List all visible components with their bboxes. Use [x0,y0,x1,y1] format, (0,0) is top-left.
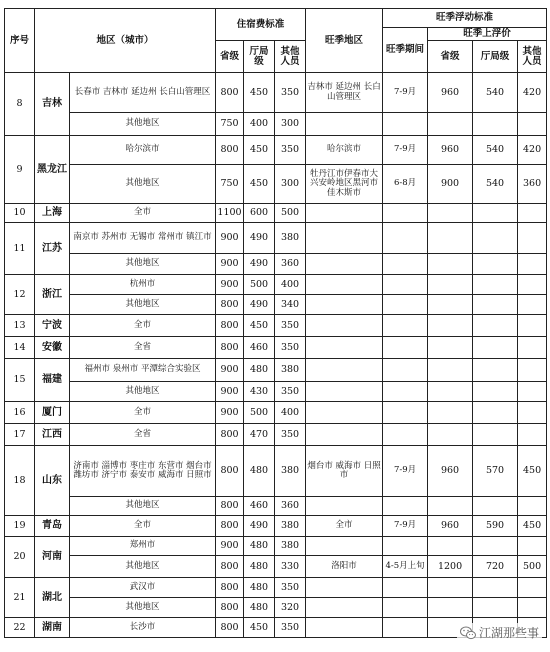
peak-bureau-rate [473,275,518,295]
city-cell: 郑州市 [70,537,216,556]
header-peak-up-price: 旺季上浮价 [428,28,547,41]
peak-provincial-rate [428,497,473,516]
peak-region-cell [306,598,383,618]
provincial-rate: 800 [216,337,244,359]
provincial-rate: 900 [216,275,244,295]
peak-period-cell [383,337,428,359]
province-cell: 浙江 [35,275,70,315]
peak-region-cell: 洛阳市 [306,556,383,578]
city-cell: 济南市 淄博市 枣庄市 东营市 烟台市 潍坊市 济宁市 泰安市 威海市 日照市 [70,446,216,497]
table-row [5,113,547,136]
city-cell: 杭州市 [70,275,216,295]
bureau-rate: 450 [244,136,275,165]
peak-period-cell [383,359,428,382]
row-number: 22 [5,618,35,638]
row-number: 14 [5,337,35,359]
peak-bureau-rate [473,223,518,254]
other-rate: 350 [275,382,306,402]
provincial-rate: 800 [216,446,244,497]
peak-region-cell [306,618,383,638]
table-row [5,165,547,204]
province-cell: 湖北 [35,578,70,618]
province-cell: 江西 [35,424,70,446]
provincial-rate: 900 [216,402,244,424]
table-row [5,359,547,382]
bureau-rate: 490 [244,254,275,275]
bureau-rate: 490 [244,516,275,537]
peak-provincial-rate [428,598,473,618]
province-cell: 湖南 [35,618,70,638]
peak-period-cell [383,537,428,556]
peak-other-rate [518,402,547,424]
city-cell: 全市 [70,204,216,223]
peak-other-rate: 450 [518,516,547,537]
city-cell: 长春市 吉林市 延边州 长白山管理区 [70,73,216,113]
provincial-rate: 800 [216,497,244,516]
provincial-rate: 900 [216,254,244,275]
row-number: 13 [5,315,35,337]
peak-bureau-rate [473,254,518,275]
table-row [5,254,547,275]
peak-period-cell: 6-8月 [383,165,428,204]
table-row [5,73,547,113]
peak-period-cell [383,382,428,402]
peak-bureau-rate: 720 [473,556,518,578]
bureau-rate: 450 [244,618,275,638]
header-seq: 序号 [5,9,35,73]
peak-provincial-rate [428,295,473,315]
other-rate: 350 [275,618,306,638]
table-body [5,73,547,638]
peak-region-cell: 吉林市 延边州 长白山管理区 [306,73,383,113]
header-peak-provincial: 省级 [428,41,473,73]
table-row [5,337,547,359]
table-row [5,402,547,424]
city-cell: 其他地区 [70,598,216,618]
header-lodging-standard: 住宿费标准 [216,9,306,41]
peak-region-cell [306,204,383,223]
peak-bureau-rate [473,424,518,446]
peak-other-rate [518,382,547,402]
other-rate: 330 [275,556,306,578]
header-peak-period: 旺季期间 [383,28,428,73]
table-row [5,446,547,497]
peak-region-cell [306,578,383,598]
provincial-rate: 900 [216,359,244,382]
table-row [5,382,547,402]
header-peak-other: 其他人员 [518,41,547,73]
peak-provincial-rate [428,359,473,382]
other-rate: 380 [275,446,306,497]
watermark-text: 江湖那些事 [478,626,539,640]
table-row [5,516,547,537]
provincial-rate: 800 [216,578,244,598]
city-cell: 全省 [70,424,216,446]
peak-bureau-rate: 540 [473,165,518,204]
peak-period-cell [383,618,428,638]
row-number: 21 [5,578,35,618]
province-cell: 河南 [35,537,70,578]
peak-bureau-rate [473,315,518,337]
table-row [5,315,547,337]
peak-provincial-rate [428,315,473,337]
peak-other-rate: 360 [518,165,547,204]
peak-region-cell [306,537,383,556]
city-cell: 其他地区 [70,295,216,315]
province-cell: 厦门 [35,402,70,424]
row-number: 16 [5,402,35,424]
peak-bureau-rate: 540 [473,73,518,113]
table-row [5,598,547,618]
peak-other-rate [518,337,547,359]
peak-bureau-rate [473,598,518,618]
province-cell: 上海 [35,204,70,223]
provincial-rate: 800 [216,73,244,113]
peak-period-cell [383,295,428,315]
row-number: 12 [5,275,35,315]
peak-period-cell [383,598,428,618]
peak-other-rate [518,223,547,254]
other-rate: 400 [275,402,306,424]
peak-bureau-rate: 590 [473,516,518,537]
provincial-rate: 800 [216,424,244,446]
header-peak-region: 旺季地区 [306,9,383,73]
province-cell: 江苏 [35,223,70,275]
bureau-rate: 480 [244,446,275,497]
other-rate: 380 [275,516,306,537]
peak-other-rate [518,598,547,618]
peak-period-cell: 7-9月 [383,73,428,113]
city-cell: 全市 [70,315,216,337]
provincial-rate: 900 [216,223,244,254]
peak-region-cell: 牡丹江市伊春市大兴安岭地区黑河市佳木斯市 [306,165,383,204]
peak-bureau-rate [473,113,518,136]
city-cell: 其他地区 [70,113,216,136]
peak-period-cell [383,275,428,295]
peak-period-cell [383,223,428,254]
peak-other-rate [518,359,547,382]
peak-other-rate: 450 [518,446,547,497]
peak-provincial-rate [428,537,473,556]
peak-bureau-rate [473,204,518,223]
header-provincial: 省级 [216,41,244,73]
header-other: 其他人员 [275,41,306,73]
peak-other-rate [518,204,547,223]
row-number: 15 [5,359,35,402]
peak-provincial-rate: 960 [428,516,473,537]
provincial-rate: 800 [216,556,244,578]
city-cell: 哈尔滨市 [70,136,216,165]
peak-region-cell: 全市 [306,516,383,537]
bureau-rate: 500 [244,275,275,295]
other-rate: 400 [275,275,306,295]
bureau-rate: 460 [244,337,275,359]
peak-region-cell [306,497,383,516]
peak-region-cell [306,315,383,337]
province-cell: 山东 [35,446,70,516]
city-cell: 全省 [70,337,216,359]
peak-other-rate [518,497,547,516]
peak-period-cell [383,254,428,275]
bureau-rate: 400 [244,113,275,136]
peak-bureau-rate: 540 [473,136,518,165]
peak-period-cell [383,578,428,598]
peak-other-rate: 420 [518,73,547,113]
bureau-rate: 450 [244,315,275,337]
wechat-icon [460,626,476,640]
peak-region-cell [306,223,383,254]
provincial-rate: 800 [216,516,244,537]
other-rate: 340 [275,295,306,315]
peak-period-cell [383,113,428,136]
peak-region-cell: 烟台市 威海市 日照市 [306,446,383,497]
city-cell: 其他地区 [70,497,216,516]
peak-other-rate: 500 [518,556,547,578]
provincial-rate: 800 [216,598,244,618]
bureau-rate: 470 [244,424,275,446]
peak-region-cell [306,424,383,446]
peak-provincial-rate [428,424,473,446]
province-cell: 宁波 [35,315,70,337]
provincial-rate: 750 [216,165,244,204]
bureau-rate: 430 [244,382,275,402]
row-number: 10 [5,204,35,223]
other-rate: 300 [275,113,306,136]
other-rate: 350 [275,578,306,598]
peak-provincial-rate [428,578,473,598]
other-rate: 380 [275,537,306,556]
other-rate: 350 [275,136,306,165]
watermark [457,623,542,642]
table-row [5,275,547,295]
city-cell: 长沙市 [70,618,216,638]
provincial-rate: 800 [216,315,244,337]
peak-region-cell [306,359,383,382]
peak-other-rate [518,537,547,556]
city-cell: 武汉市 [70,578,216,598]
other-rate: 350 [275,337,306,359]
provincial-rate: 800 [216,136,244,165]
other-rate: 350 [275,315,306,337]
row-number: 20 [5,537,35,578]
bureau-rate: 480 [244,359,275,382]
province-cell: 黑龙江 [35,136,70,204]
city-cell: 全市 [70,402,216,424]
table-row [5,578,547,598]
table-row [5,537,547,556]
table-header [5,9,547,73]
provincial-rate: 1100 [216,204,244,223]
provincial-rate: 750 [216,113,244,136]
other-rate: 380 [275,223,306,254]
row-number: 19 [5,516,35,537]
peak-bureau-rate [473,359,518,382]
peak-region-cell [306,254,383,275]
bureau-rate: 490 [244,223,275,254]
header-peak-float: 旺季浮动标准 [383,9,547,28]
peak-period-cell: 4-5月上旬 [383,556,428,578]
peak-provincial-rate [428,337,473,359]
peak-provincial-rate [428,204,473,223]
peak-period-cell: 7-9月 [383,136,428,165]
peak-region-cell [306,402,383,424]
header-peak-bureau: 厅局级 [473,41,518,73]
table-row [5,556,547,578]
bureau-rate: 480 [244,537,275,556]
peak-other-rate [518,275,547,295]
province-cell: 安徽 [35,337,70,359]
peak-provincial-rate [428,402,473,424]
city-cell: 福州市 泉州市 平潭综合实验区 [70,359,216,382]
other-rate: 350 [275,73,306,113]
peak-region-cell [306,295,383,315]
row-number: 8 [5,73,35,136]
row-number: 11 [5,223,35,275]
peak-provincial-rate: 900 [428,165,473,204]
province-cell: 青岛 [35,516,70,537]
provincial-rate: 900 [216,382,244,402]
bureau-rate: 480 [244,556,275,578]
peak-provincial-rate: 960 [428,136,473,165]
peak-period-cell: 7-9月 [383,446,428,497]
table-row [5,295,547,315]
peak-provincial-rate: 960 [428,73,473,113]
row-number: 17 [5,424,35,446]
peak-provincial-rate: 1200 [428,556,473,578]
peak-bureau-rate [473,497,518,516]
city-cell: 其他地区 [70,556,216,578]
city-cell: 其他地区 [70,165,216,204]
other-rate: 300 [275,165,306,204]
bureau-rate: 500 [244,402,275,424]
table-row [5,136,547,165]
other-rate: 360 [275,254,306,275]
header-region: 地区（城市） [35,9,216,73]
header-bureau: 厅局级 [244,41,275,73]
peak-other-rate [518,315,547,337]
peak-bureau-rate [473,578,518,598]
peak-other-rate [518,295,547,315]
row-number: 9 [5,136,35,204]
table-row [5,424,547,446]
table-row [5,497,547,516]
province-cell: 吉林 [35,73,70,136]
peak-provincial-rate [428,382,473,402]
peak-period-cell [383,315,428,337]
peak-other-rate [518,424,547,446]
peak-bureau-rate [473,295,518,315]
bureau-rate: 460 [244,497,275,516]
peak-period-cell [383,497,428,516]
peak-period-cell [383,204,428,223]
lodging-standard-table [4,8,547,638]
other-rate: 500 [275,204,306,223]
provincial-rate: 800 [216,295,244,315]
other-rate: 360 [275,497,306,516]
peak-region-cell: 哈尔滨市 [306,136,383,165]
table-row [5,204,547,223]
peak-provincial-rate [428,113,473,136]
row-number: 18 [5,446,35,516]
city-cell: 南京市 苏州市 无锡市 常州市 镇江市 [70,223,216,254]
peak-provincial-rate [428,223,473,254]
peak-bureau-rate [473,337,518,359]
provincial-rate: 900 [216,537,244,556]
other-rate: 350 [275,424,306,446]
peak-period-cell: 7-9月 [383,516,428,537]
peak-period-cell [383,402,428,424]
peak-region-cell [306,275,383,295]
table-row [5,223,547,254]
peak-provincial-rate [428,254,473,275]
peak-provincial-rate: 960 [428,446,473,497]
peak-other-rate [518,254,547,275]
peak-provincial-rate [428,275,473,295]
provincial-rate: 800 [216,618,244,638]
peak-bureau-rate [473,382,518,402]
bureau-rate: 600 [244,204,275,223]
bureau-rate: 450 [244,165,275,204]
peak-region-cell [306,382,383,402]
city-cell: 其他地区 [70,254,216,275]
peak-other-rate [518,578,547,598]
other-rate: 380 [275,359,306,382]
peak-bureau-rate: 570 [473,446,518,497]
peak-period-cell [383,424,428,446]
other-rate: 320 [275,598,306,618]
peak-region-cell [306,113,383,136]
province-cell: 福建 [35,359,70,402]
peak-other-rate [518,113,547,136]
bureau-rate: 490 [244,295,275,315]
bureau-rate: 480 [244,598,275,618]
peak-region-cell [306,337,383,359]
bureau-rate: 450 [244,73,275,113]
peak-bureau-rate [473,402,518,424]
city-cell: 其他地区 [70,382,216,402]
bureau-rate: 480 [244,578,275,598]
peak-other-rate: 420 [518,136,547,165]
peak-bureau-rate [473,537,518,556]
city-cell: 全市 [70,516,216,537]
